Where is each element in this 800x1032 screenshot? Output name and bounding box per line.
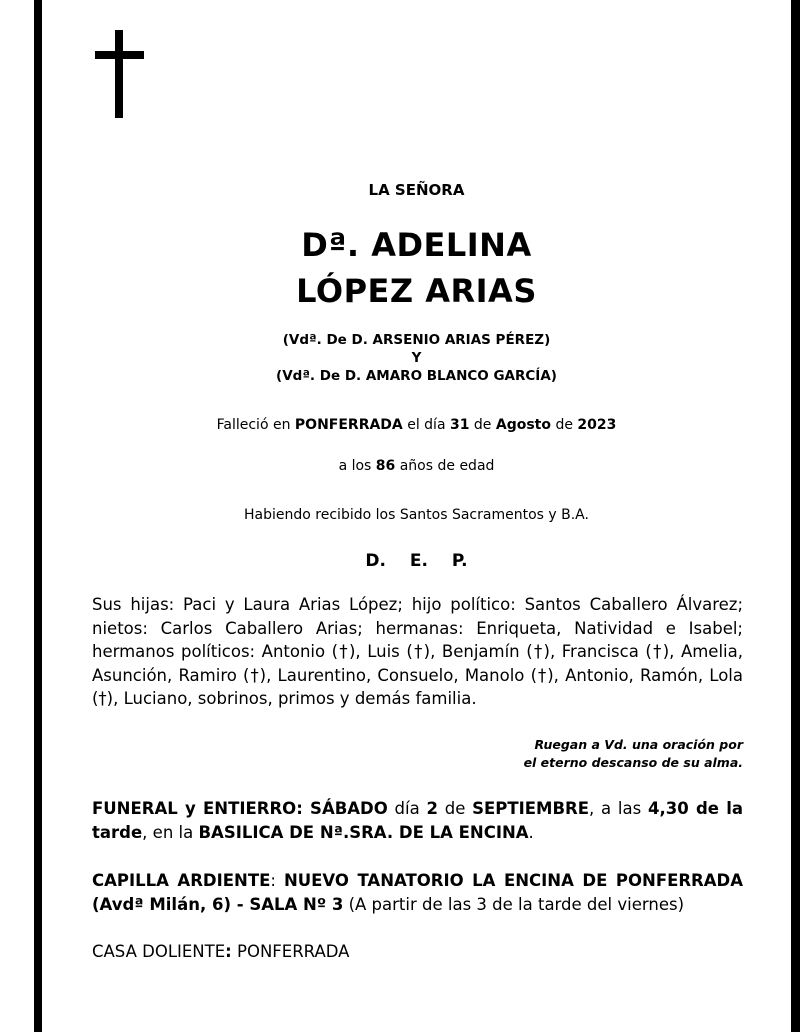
death-info — [42, 417, 791, 433]
latin-cross-icon — [95, 30, 144, 118]
funeral-label: FUNERAL y ENTIERRO: SÁBADO — [92, 799, 388, 818]
prayer-line1: Ruegan a Vd. una oración por — [534, 737, 743, 752]
death-year: 2023 — [577, 417, 617, 433]
casa-label: CASA DOLIENTE — [92, 942, 226, 961]
death-place: PONFERRADA — [294, 417, 403, 433]
cross-vertical — [115, 30, 123, 118]
capilla-info — [92, 869, 743, 916]
age-years: 86 — [375, 458, 396, 474]
deceased-name-line1: Dª. ADELINA — [301, 226, 532, 264]
cross-horizontal — [95, 51, 144, 59]
right-border — [791, 0, 800, 1032]
capilla-place: NUEVO TANATORIO LA ENCINA DE PONFERRADA (Avdª Milán, 6) - SALA Nº 3 — [92, 871, 744, 914]
sacraments-text: Habiendo recibido los Santos Sacramentos y B.A. — [244, 507, 589, 523]
family-paragraph: Sus hijas: Paci y Laura Arias López; hijo político: Santos Caballero Álvarez; nietos: Carlos Caballero Arias; hermanas: Enriqueta, Natividad e Isabel; hermanos políticos: Antonio (†), Luis (†), Benjamín (†), Francisca (†), Amelia, Asunción, Ramiro (†), Laurentino, Consuelo, Manolo (†), Antonio, Ramón, Lola (†), Luciano, sobrinos, primos y demás familia. — [92, 595, 743, 708]
funeral-text: , a las — [589, 799, 648, 818]
funeral-text: . — [528, 822, 534, 842]
funeral-place: BASILICA DE Nª.SRA. DE LA ENCINA — [198, 822, 529, 842]
capilla-text: : — [270, 871, 284, 890]
death-text: de — [469, 417, 496, 433]
prayer-line2: el eterno descanso de su alma. — [523, 755, 743, 770]
death-day: 31 — [449, 417, 470, 433]
widow-info — [42, 331, 791, 385]
funeral-text: de — [437, 799, 473, 818]
casa-info — [92, 940, 743, 964]
death-text: el día — [402, 417, 450, 433]
funeral-text: , en la — [142, 822, 199, 842]
capilla-hours: (A partir de las 3 de la tarde del viernes) — [343, 894, 685, 914]
left-border — [34, 0, 42, 1032]
age-text: a los — [338, 458, 376, 474]
funeral-time: 4,30 de la tarde — [92, 799, 743, 842]
deceased-name-line2: LÓPEZ ARIAS — [296, 272, 537, 310]
funeral-month: SEPTIEMBRE — [472, 799, 590, 818]
widow-line1: (Vdª. De D. ARSENIO ARIAS PÉREZ) — [282, 332, 551, 348]
funeral-day: 2 — [426, 799, 438, 818]
title-label: LA SEÑORA — [368, 181, 465, 199]
prayer-text — [400, 736, 743, 772]
age-info — [42, 458, 791, 474]
dep-text: D. E. P. — [365, 551, 468, 571]
casa-colon: : — [225, 942, 232, 961]
widow-line2: (Vdª. De D. AMARO BLANCO GARCÍA) — [276, 368, 557, 384]
casa-place: PONFERRADA — [231, 942, 350, 961]
capilla-label: CAPILLA ARDIENTE — [92, 871, 271, 890]
funeral-info — [92, 797, 743, 844]
death-text: de — [551, 417, 578, 433]
death-month: Agosto — [495, 417, 551, 433]
widow-and: Y — [411, 350, 422, 366]
death-text: Falleció en — [216, 417, 295, 433]
funeral-text: día — [387, 799, 427, 818]
age-text: años de edad — [395, 458, 495, 474]
